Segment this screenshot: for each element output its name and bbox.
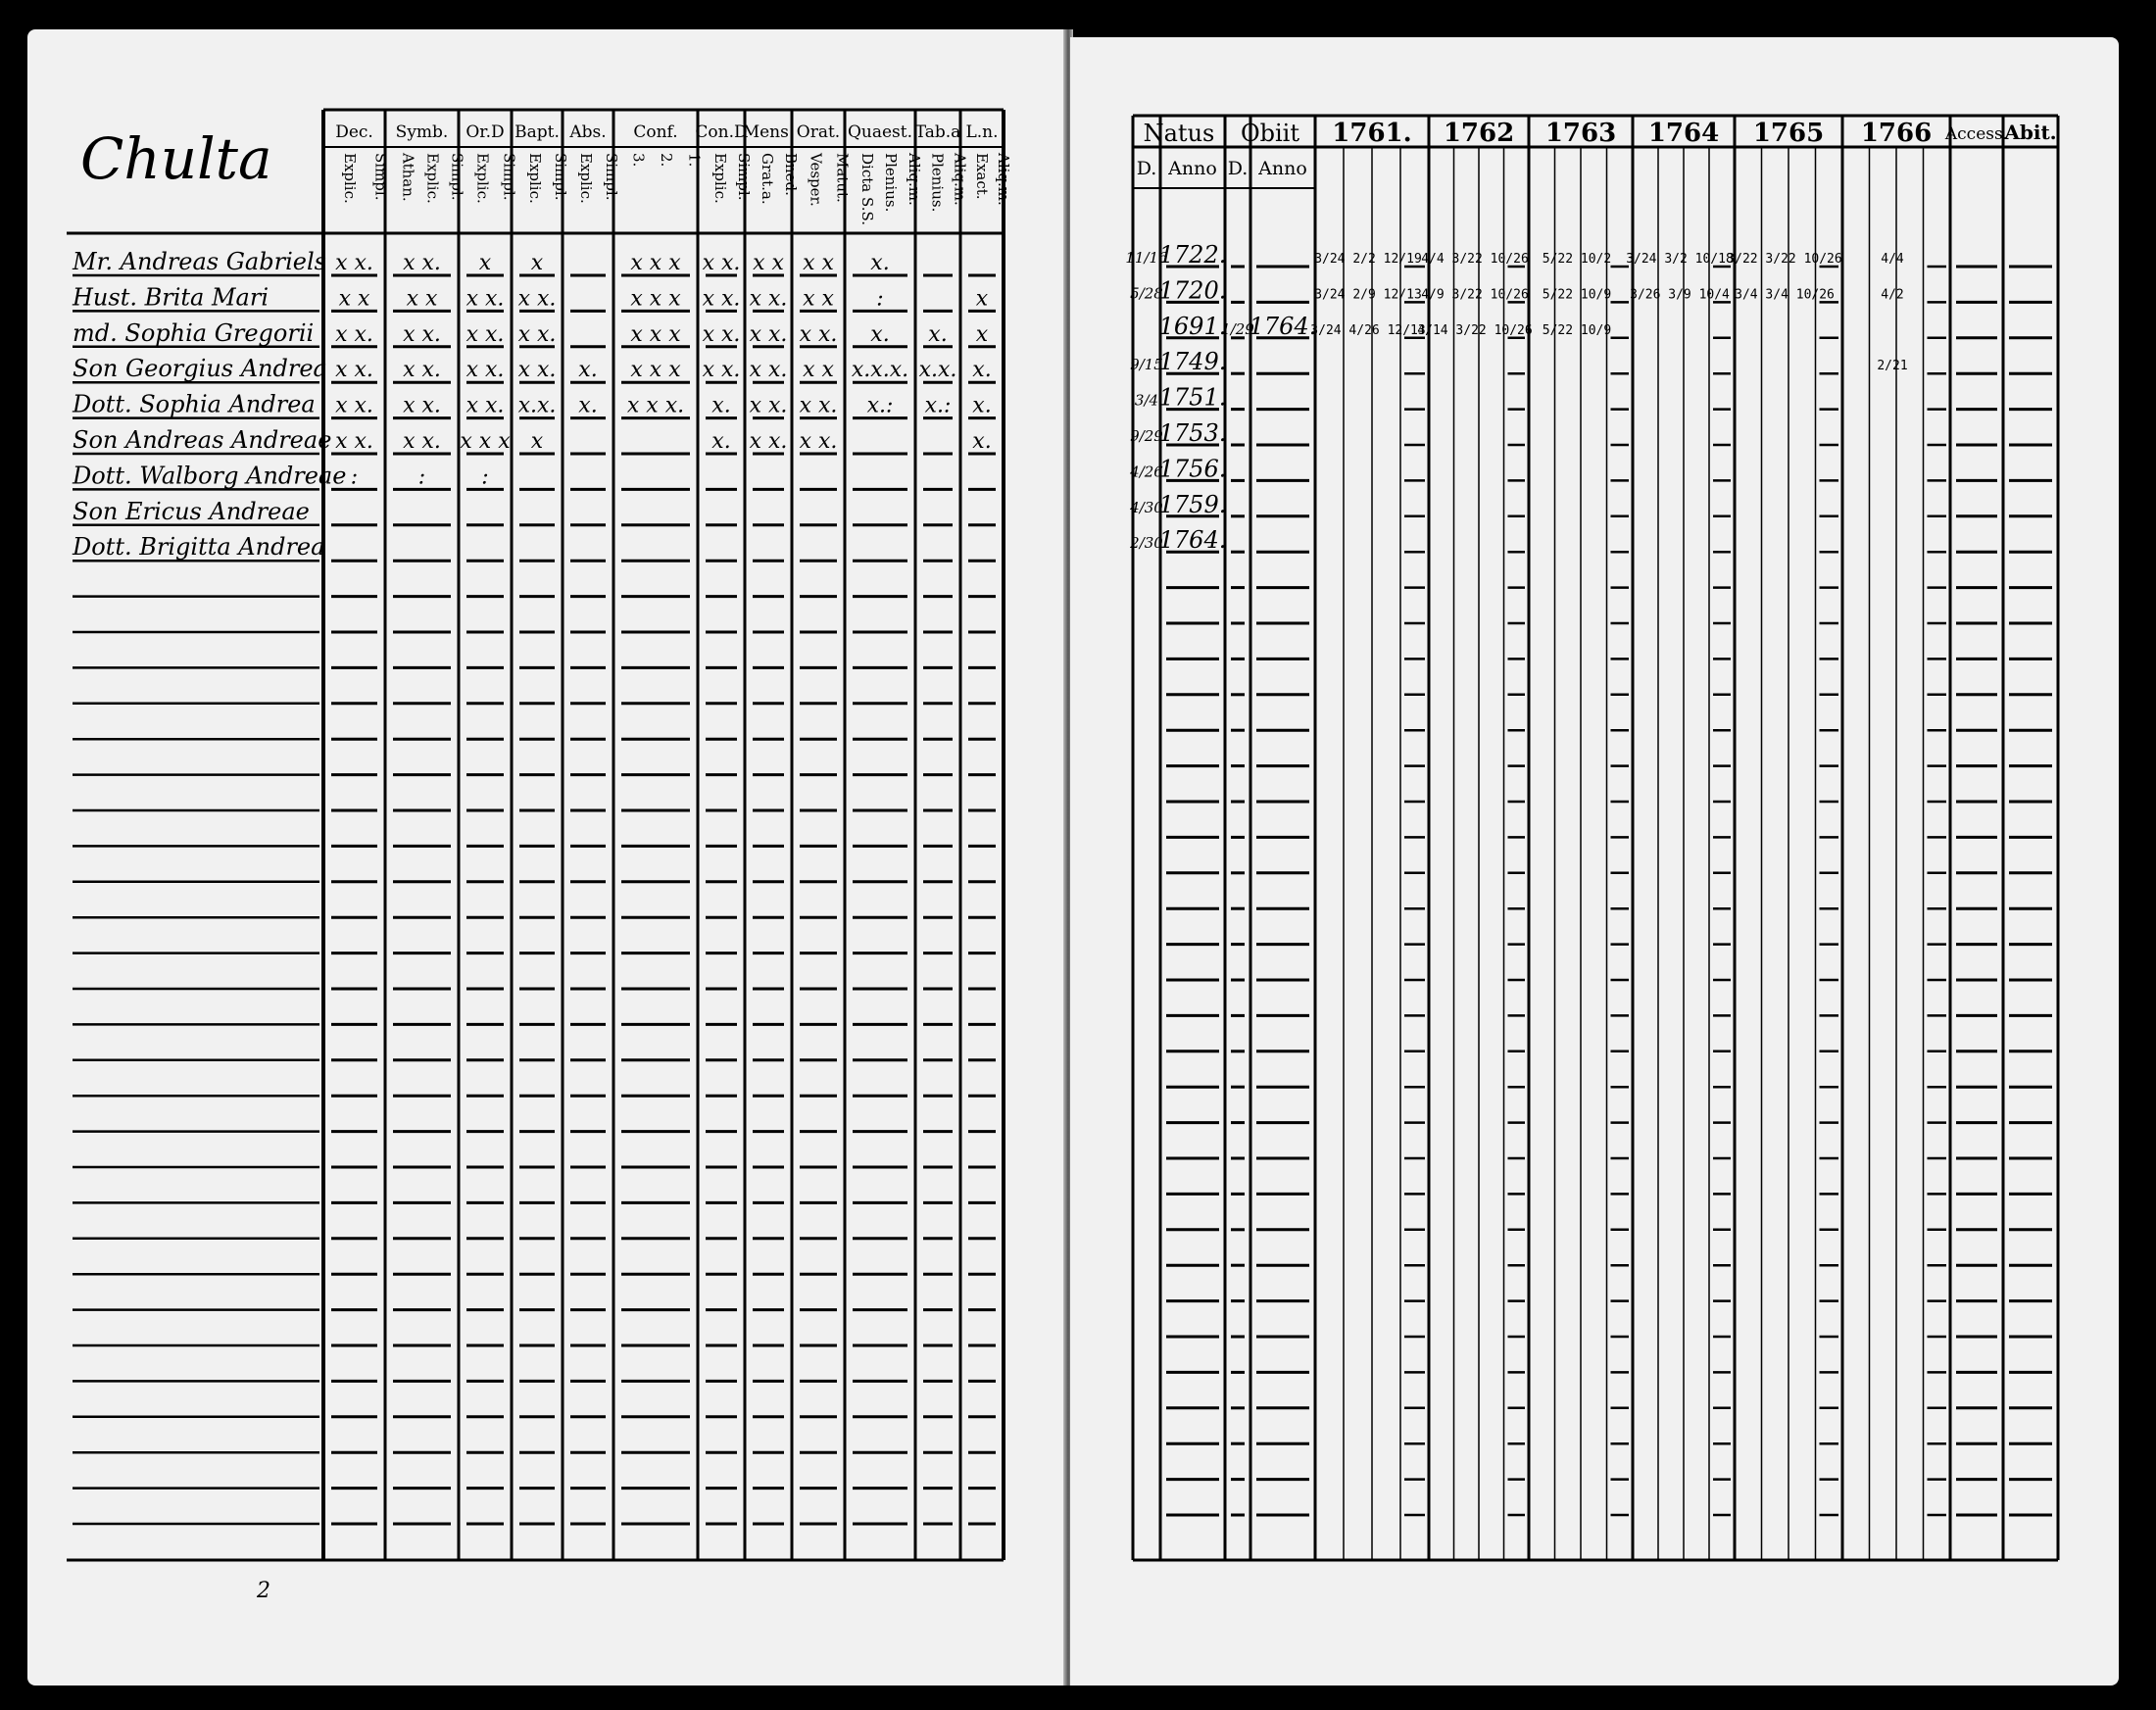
catechism-mark: x x <box>803 251 834 275</box>
catechism-mark: x x. <box>335 321 373 347</box>
obiit-d-subheader: D. <box>1227 158 1249 179</box>
examination-date: 3/24 2/2 12/19 <box>1314 252 1422 267</box>
birth-day: 9/29 <box>1130 427 1163 445</box>
catechism-mark: x <box>975 286 989 312</box>
examination-date: 4/2 <box>1881 287 1904 303</box>
column-subheader: Explic. <box>473 153 492 204</box>
catechism-mark: x x. <box>702 286 741 312</box>
year-header: 1764 <box>1647 119 1720 148</box>
birth-year: 1751. <box>1158 383 1227 412</box>
column-header: Con.D <box>695 122 748 142</box>
catechism-mark: x x. <box>702 358 741 383</box>
catechism-mark: x x <box>338 286 370 312</box>
catechism-mark: x. <box>711 393 731 418</box>
catechism-mark: x x. <box>799 429 838 454</box>
column-header: Tab.a <box>914 122 961 142</box>
examination-date: 2/21 <box>1877 359 1908 374</box>
birth-year: 1720. <box>1158 276 1227 305</box>
birth-year: 1753. <box>1158 419 1227 447</box>
catechism-mark: x. <box>578 358 598 383</box>
catechism-mark: x x x <box>630 251 681 275</box>
catechism-mark: x x <box>406 286 438 312</box>
catechism-mark: x x x <box>630 321 681 347</box>
catechism-mark: x <box>530 251 544 275</box>
column-subheader: Simpl. <box>448 153 466 201</box>
catechism-mark: x.: <box>866 393 894 418</box>
person-name: Son Ericus Andreae <box>73 497 310 525</box>
birth-day: 4/30 <box>1130 498 1163 516</box>
birth-year: 1749. <box>1158 348 1227 376</box>
column-subheader: Simpl. <box>500 153 518 201</box>
catechism-mark: x. <box>972 358 992 383</box>
natus-header: Natus <box>1143 120 1215 147</box>
catechism-mark: x x x <box>630 286 681 312</box>
catechism-mark: x x <box>803 358 834 383</box>
catechism-mark: x x. <box>335 393 373 418</box>
catechism-mark: x x. <box>517 321 557 347</box>
catechism-mark: x x. <box>466 321 505 347</box>
column-subheader: Simpl. <box>371 153 390 201</box>
column-subheader: Explic. <box>340 153 359 204</box>
column-header: Orat. <box>796 122 841 142</box>
column-subheader: Exact. <box>973 153 991 200</box>
catechism-mark: x x x <box>460 429 511 454</box>
birth-year: 1764. <box>1158 526 1227 555</box>
catechism-mark: x. <box>972 429 992 454</box>
catechism-mark: x x. <box>749 286 788 312</box>
person-name: Dott. Brigitta Andrea <box>73 533 325 562</box>
column-subheader: Explic. <box>577 153 595 204</box>
examination-date: 5/22 10/9 <box>1542 287 1612 303</box>
catechism-mark: x x. <box>403 321 441 347</box>
birth-year: 1756. <box>1158 455 1227 483</box>
person-name: Son Georgius Andrea <box>73 355 327 383</box>
catechism-mark: x x. <box>799 321 838 347</box>
catechism-mark: x. <box>870 321 890 347</box>
column-subheader: Grat.a. <box>759 153 776 205</box>
column-subheader: Simpl. <box>603 153 620 201</box>
examination-date: 3/24 4/26 12/13 <box>1310 322 1426 338</box>
catechism-mark: : <box>481 464 489 490</box>
birth-day: 4/26 <box>1130 463 1163 481</box>
column-subheader: Plenius. <box>882 153 900 213</box>
column-subheader: Aliq.m. <box>906 153 923 206</box>
column-subheader: Plenius. <box>928 153 947 213</box>
year-header: 1761. <box>1332 119 1412 148</box>
footer-mark: 2 <box>257 1579 270 1603</box>
column-subheader: Athan. <box>399 153 417 202</box>
person-name: md. Sophia Gregorii <box>73 318 315 347</box>
column-header: Quaest. <box>847 122 913 142</box>
catechism-mark: x x. <box>749 358 788 383</box>
examination-date: 4/14 3/22 10/26 <box>1417 322 1533 338</box>
examination-date: 4/4 <box>1881 252 1904 267</box>
column-subheader: Explic. <box>526 153 544 204</box>
column-subheader: Aliq.m. <box>995 153 1012 206</box>
catechism-mark: : <box>876 286 884 312</box>
birth-day: 3/4 <box>1134 391 1159 410</box>
column-subheader: Simpl. <box>552 153 569 201</box>
catechism-mark: x x <box>753 251 784 275</box>
catechism-mark: : <box>350 464 359 490</box>
death-day: 1/29 <box>1221 319 1254 338</box>
column-header: Mens. <box>742 122 795 142</box>
column-header: Symb. <box>395 122 449 142</box>
catechism-mark: x x. <box>749 321 788 347</box>
catechism-mark: x. <box>870 251 890 275</box>
examination-date: 3/26 3/9 10/4 <box>1630 287 1730 303</box>
examination-date: 3/4 3/4 10/26 <box>1735 287 1835 303</box>
catechism-mark: : <box>417 464 426 490</box>
birth-day: 11/16 <box>1125 249 1168 267</box>
person-name: Mr. Andreas Gabriels <box>73 248 326 275</box>
column-subheader: Vesper. <box>807 153 825 207</box>
examination-date: 5/22 10/9 <box>1542 322 1612 338</box>
column-header: Conf. <box>633 122 678 142</box>
catechism-mark: x x. <box>799 393 838 418</box>
catechism-mark: x x. <box>466 358 505 383</box>
column-subheader: Explic. <box>423 153 442 204</box>
column-subheader: Bned. <box>782 153 800 196</box>
birth-day: 2/30 <box>1130 534 1163 553</box>
catechism-mark: x x. <box>403 429 441 454</box>
column-header: Or.D <box>466 122 505 142</box>
catechism-mark: x. <box>711 429 731 454</box>
examination-date: 5/22 10/2 <box>1542 252 1612 267</box>
examination-date: 4/4 3/22 10/26 <box>1421 252 1529 267</box>
catechism-mark: x <box>478 251 492 275</box>
examination-date: 3/22 3/22 10/26 <box>1727 252 1842 267</box>
catechism-mark: x x. <box>335 251 373 275</box>
catechism-mark: x x. <box>335 358 373 383</box>
year-header: 1762 <box>1443 119 1515 148</box>
death-year: 1764. <box>1249 312 1317 340</box>
column-subheader: 1. <box>685 153 704 168</box>
natus-anno-subheader: Anno <box>1168 158 1217 179</box>
examination-date: 3/24 3/2 10/18 <box>1626 252 1734 267</box>
catechism-mark: x x. <box>403 251 441 275</box>
catechism-mark: x x. <box>403 393 441 418</box>
catechism-mark: x x. <box>702 251 741 275</box>
catechism-mark: x x x <box>630 358 681 383</box>
catechism-mark: x x. <box>466 393 505 418</box>
catechism-mark: x x. <box>702 321 741 347</box>
catechism-mark: x x <box>803 286 834 312</box>
catechism-mark: x x x. <box>626 393 685 418</box>
person-name: Dott. Sophia Andrea <box>73 390 316 418</box>
birth-year: 1691. <box>1158 312 1227 340</box>
person-name: Dott. Walborg Andreae <box>73 462 347 490</box>
catechism-mark: x.x.x. <box>851 358 909 383</box>
column-subheader: Aliq.m. <box>951 153 969 206</box>
catechism-mark: x x. <box>517 286 557 312</box>
year-header: 1765 <box>1752 119 1825 148</box>
catechism-mark: x <box>530 429 544 454</box>
natus-d-subheader: D. <box>1136 158 1157 179</box>
year-header: 1763 <box>1544 119 1617 148</box>
catechism-mark: x x. <box>403 358 441 383</box>
examination-date: 4/9 3/22 10/26 <box>1421 287 1529 303</box>
column-header: Bapt. <box>514 122 560 142</box>
catechism-mark: x x. <box>517 358 557 383</box>
birth-year: 1759. <box>1158 490 1227 518</box>
column-subheader: Matut. <box>833 153 852 203</box>
catechism-mark: x.: <box>924 393 952 418</box>
column-header: Dec. <box>335 122 373 142</box>
catechism-mark: x. <box>578 393 598 418</box>
accessit-header: Access. <box>1944 124 2009 144</box>
birth-day: 5/28 <box>1130 284 1163 303</box>
column-header: Abs. <box>569 122 607 142</box>
page-title: Chulta <box>80 125 272 192</box>
person-name: Hust. Brita Mari <box>73 283 270 312</box>
catechism-mark: x.x. <box>517 393 557 418</box>
birth-day: 9/15 <box>1130 356 1163 374</box>
column-subheader: Explic. <box>711 153 729 204</box>
year-header: 1766 <box>1860 119 1933 148</box>
column-header: L.n. <box>965 122 999 142</box>
catechism-mark: x. <box>972 393 992 418</box>
catechism-mark: x x. <box>335 429 373 454</box>
obiit-anno-subheader: Anno <box>1258 158 1307 179</box>
catechism-mark: x.x. <box>918 358 957 383</box>
birth-year: 1722. <box>1158 241 1227 269</box>
column-subheader: 3. <box>629 153 648 168</box>
abiit-header: Abit. <box>2004 121 2057 144</box>
obiit-header: Obiit <box>1240 120 1300 147</box>
catechism-mark: x x. <box>749 429 788 454</box>
catechism-mark: x <box>975 321 989 347</box>
column-subheader: 2. <box>658 153 675 168</box>
person-name: Son Andreas Andreae <box>73 426 332 454</box>
column-subheader: Dicta S.S. <box>858 153 876 225</box>
examination-date: 3/24 2/9 12/13 <box>1314 287 1422 303</box>
catechism-mark: x x. <box>749 393 788 418</box>
catechism-mark: x x. <box>466 286 505 312</box>
catechism-mark: x. <box>928 321 948 347</box>
column-subheader: Simpl. <box>735 153 753 201</box>
